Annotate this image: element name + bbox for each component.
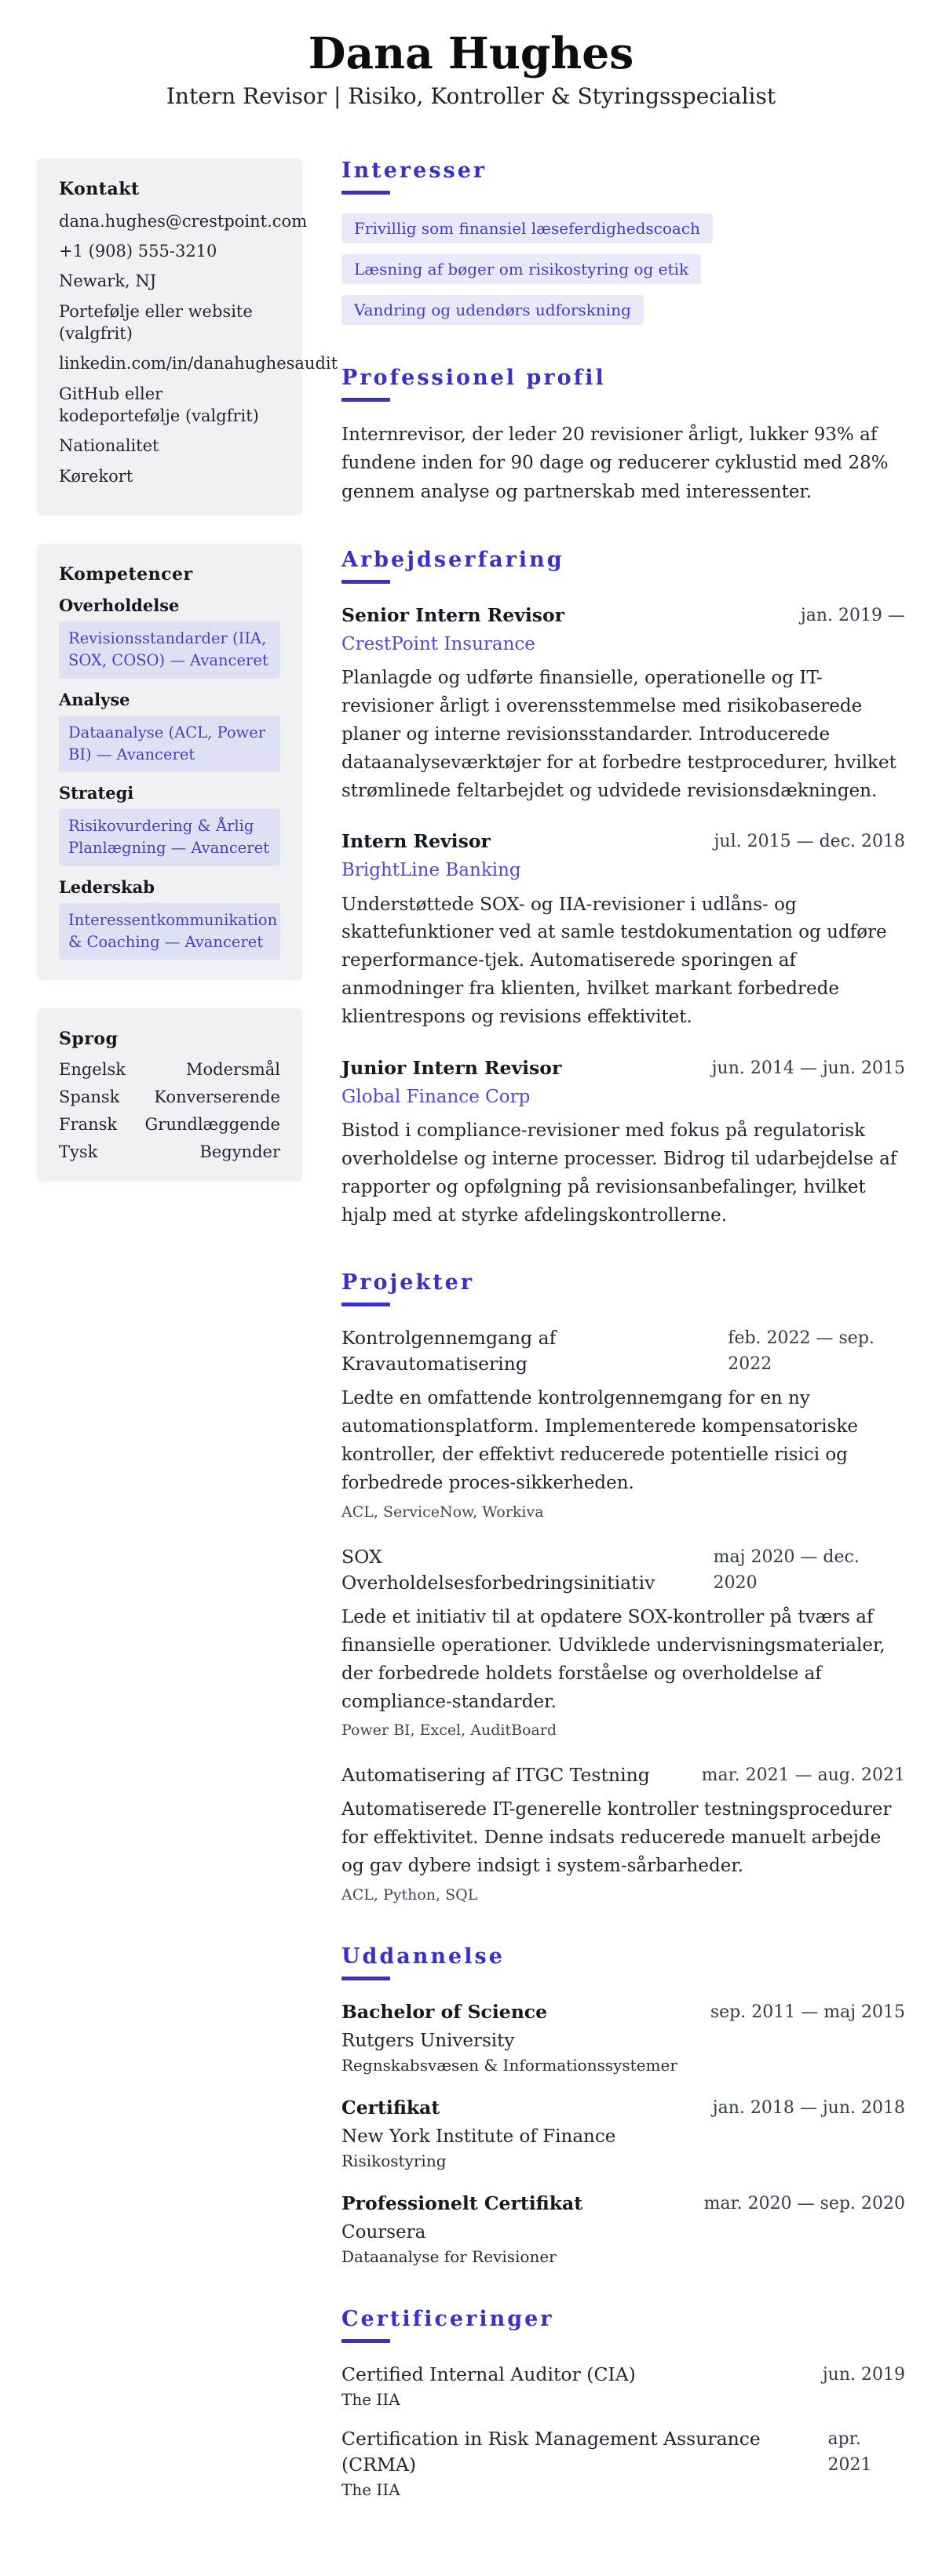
profile-summary: Internrevisor, der leder 20 revisioner årligt, lukker 93% af fundene inden for 90 dage og reducerer cyklustid med 28% gennem analyse og partnerskab med interessenter. [341, 424, 889, 503]
language-level: Modersmål [186, 1060, 280, 1080]
skill-category: Overholdelse [59, 596, 180, 616]
job-description: Understøttede SOX- og IIA-revisioner i udlåns- og skattefunktioner ved at samle testdokumentation og udføre reperformance-tjek. Automatiserede sporingen af anmodninger fra klienten, hvilket markant forbedrede klientrespons og revisions effektivitet. [341, 894, 887, 1027]
project-title: Automatisering af ITGC Testning [341, 1764, 650, 1787]
project-dates: feb. 2022 — sep. 2022 [728, 1328, 874, 1375]
school-name: Coursera [341, 2222, 426, 2243]
project-title: Kontrolgennemgang af Kravautomatisering [341, 1327, 557, 1375]
language-row [59, 1060, 280, 1079]
certification-dates: apr. 2021 [827, 2429, 872, 2476]
section-underline [341, 1303, 390, 1306]
education-entry [341, 2191, 905, 2266]
company-link[interactable]: Global Finance Corp [341, 1086, 531, 1107]
section-projects [341, 1270, 905, 1904]
job-dates: jan. 2019 — [800, 606, 905, 626]
sidebar [37, 158, 338, 1211]
skill-pill: Dataanalyse (ACL, Power BI) — Avanceret [59, 716, 280, 773]
education-entry [341, 2095, 905, 2170]
project-tools: ACL, Python, SQL [341, 1886, 478, 1904]
page-title: Dana Hughes [308, 27, 634, 78]
contact-email: dana.hughes@crestpoint.com [59, 211, 308, 231]
language-name: Fransk [59, 1115, 118, 1135]
job-dates: jun. 2014 — jun. 2015 [711, 1058, 905, 1078]
section-title: Projekter [341, 1270, 475, 1295]
contact-website: Portefølje eller website (valgfrit) [59, 301, 253, 344]
job-title: Intern Revisor [341, 830, 491, 853]
language-row [59, 1115, 280, 1134]
skill-group [59, 783, 280, 866]
field-of-study: Dataanalyse for Revisioner [341, 2247, 557, 2267]
skill-pill: Interessentkommunikation & Coaching — Avanceret [59, 903, 280, 960]
skills-title: Kompetencer [59, 564, 193, 585]
language-name: Engelsk [59, 1060, 126, 1080]
entry-header [341, 2362, 905, 2388]
education-dates: sep. 2011 — maj 2015 [710, 2002, 905, 2023]
entry-header [341, 2191, 905, 2217]
project-entry [341, 1325, 905, 1521]
school-name: New York Institute of Finance [341, 2126, 616, 2148]
entry-header [341, 2095, 905, 2121]
entry-header [341, 1544, 905, 1596]
job-dates: jul. 2015 — dec. 2018 [714, 832, 905, 852]
certification-entry [341, 2362, 905, 2409]
entry-header [341, 1055, 905, 1081]
skill-pill: Risikovurdering & Årlig Planlægning — Avanceret [59, 809, 280, 866]
education-dates: mar. 2020 — sep. 2020 [703, 2194, 905, 2214]
company-link[interactable]: BrightLine Banking [341, 860, 521, 881]
education-dates: jan. 2018 — jun. 2018 [712, 2098, 905, 2119]
entry-header [341, 2426, 905, 2478]
language-level: Konverserende [154, 1088, 280, 1107]
contact-card [37, 158, 338, 516]
school-name: Rutgers University [341, 2031, 515, 2052]
job-subtitle: Intern Revisor | Risiko, Kontroller & Styringsspecialist [166, 83, 776, 110]
language-row [59, 1088, 280, 1106]
certification-entry [341, 2426, 905, 2499]
language-row [59, 1142, 280, 1161]
section-title: Arbejdserfaring [341, 548, 564, 573]
interest-pill: Vandring og udendørs udforskning [341, 295, 644, 325]
certification-issuer: The IIA [341, 2390, 400, 2410]
section-title: Professionel profil [341, 365, 606, 390]
degree-title: Certifikat [341, 2097, 440, 2119]
project-description: Lede et initiativ til at opdatere SOX-kontroller på tværs af finansielle operationer. Udviklede undervisningsmaterialer, der forbedrede holdets forståelse og overholdelse af compliance-standarder. [341, 1606, 885, 1712]
field-of-study: Regnskabsvæsen & Informationssystemer [341, 2056, 677, 2075]
project-dates: maj 2020 — dec. 2020 [713, 1547, 860, 1593]
skill-group [59, 690, 280, 773]
language-level: Grundlæggende [144, 1115, 280, 1135]
entry-header [341, 1999, 905, 2025]
section-experience [341, 548, 905, 1230]
job-title: Junior Intern Revisor [341, 1056, 562, 1079]
section-underline [341, 398, 390, 402]
job-description: Bistod i compliance-revisioner med fokus på regulatorisk overholdelse og interne processer. Bidrog til udarbejdelse af rapporter og opfølgning på revisionsanbefalinger, hvilket hjalp med at styrke afdelingskontrollerne. [341, 1120, 897, 1226]
project-title: SOX Overholdelsesforbedringsinitiativ [341, 1545, 655, 1594]
contact-github: GitHub eller kodeportefølje (valgfrit) [59, 384, 259, 426]
contact-phone: +1 (908) 555-3210 [59, 241, 217, 261]
contact-nationality: Nationalitet [59, 436, 159, 456]
section-underline [341, 2339, 390, 2343]
certification-name: Certified Internal Auditor (CIA) [341, 2363, 636, 2386]
section-underline [341, 191, 390, 195]
skill-pill: Revisionsstandarder (IIA, SOX, COSO) — Avanceret [59, 621, 280, 679]
section-underline [341, 1977, 390, 1980]
project-tools: Power BI, Excel, AuditBoard [341, 1722, 557, 1740]
language-name: Tysk [59, 1142, 98, 1162]
section-certifications [341, 2307, 905, 2499]
contact-title: Kontakt [59, 178, 140, 199]
main-column [341, 158, 905, 2541]
interest-pill: Frivillig som finansiel læseferdighedscoach [341, 213, 713, 243]
field-of-study: Risikostyring [341, 2152, 447, 2171]
section-underline [341, 580, 390, 584]
content-columns [37, 158, 905, 2541]
entry-header [341, 829, 905, 854]
skills-card [37, 544, 302, 980]
project-description: Ledte en omfattende kontrolgennemgang for en ny automationsplatform. Implementerede kompensatoriske kontroller, der effektivt reducerede potentielle risici og forbedrede proces-sikkerheden. [341, 1388, 858, 1494]
certification-issuer: The IIA [341, 2480, 400, 2500]
experience-entry [341, 603, 905, 805]
job-title: Senior Intern Revisor [341, 604, 565, 627]
section-title: Interesser [341, 158, 487, 183]
skill-category: Analyse [59, 689, 130, 709]
interest-pill: Læsning af bøger om risikostyring og etik [341, 254, 701, 284]
section-interests [341, 158, 905, 325]
entry-header [341, 603, 905, 629]
entry-header [341, 1762, 905, 1788]
contact-linkedin: linkedin.com/in/danahughesaudit [59, 354, 338, 373]
certification-name: Certification in Risk Management Assurance (CRMA) [341, 2428, 761, 2476]
experience-entry [341, 829, 905, 1031]
section-title: Certificeringer [341, 2307, 554, 2332]
certification-dates: jun. 2019 [822, 2365, 905, 2385]
project-entry [341, 1762, 905, 1904]
resume-header [37, 28, 905, 111]
degree-title: Professionelt Certifikat [341, 2192, 583, 2215]
entry-header [341, 1325, 905, 1377]
degree-title: Bachelor of Science [341, 2001, 548, 2024]
education-entry [341, 1999, 905, 2075]
project-entry [341, 1544, 905, 1740]
section-title: Uddannelse [341, 1944, 505, 1969]
skill-category: Lederskab [59, 876, 155, 897]
section-education [341, 1944, 905, 2266]
skill-group [59, 596, 280, 679]
contact-drivers-license: Kørekort [59, 466, 133, 486]
languages-title: Sprog [59, 1029, 119, 1050]
skill-category: Strategi [59, 783, 134, 803]
project-description: Automatiserede IT-generelle kontroller testningsprocedurer for effektivitet. Denne indsats reducerede manuelt arbejde og gav dybere indsigt i system-sårbarheder. [341, 1799, 892, 1877]
project-dates: mar. 2021 — aug. 2021 [701, 1765, 905, 1786]
languages-card [37, 1008, 302, 1182]
language-name: Spansk [59, 1088, 120, 1107]
experience-entry [341, 1055, 905, 1230]
job-description: Planlagde og udførte finansielle, operationelle og IT-revisioner årligt i overensstemmelse med risikobaserede planer og interne revisionsstandarder. Introducerede dataanalyseværktøjer for at forbedre testprocedurer, hvilket strømlinede feltarbejdet og udvidede revisionsdækningen. [341, 668, 896, 801]
contact-location: Newark, NJ [59, 271, 157, 291]
project-tools: ACL, ServiceNow, Workiva [341, 1503, 544, 1521]
company-link[interactable]: CrestPoint Insurance [341, 634, 535, 655]
skill-group [59, 877, 280, 960]
section-profile [341, 366, 905, 507]
language-level: Begynder [199, 1142, 280, 1162]
